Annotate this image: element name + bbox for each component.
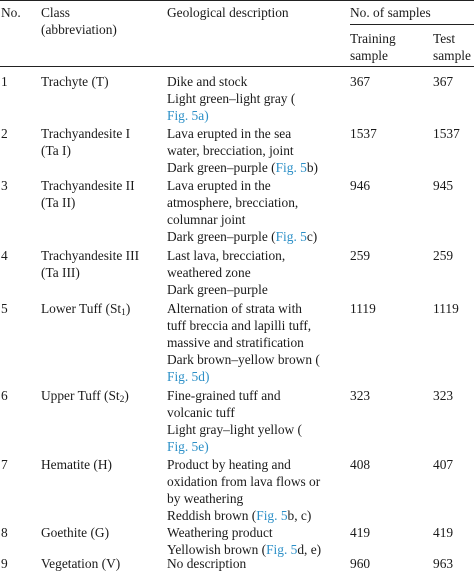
row-test: 259: [433, 248, 454, 263]
figure-link[interactable]: Fig. 5: [275, 160, 307, 175]
row-training: 1537: [350, 126, 377, 141]
row-class-subscript: 2: [119, 395, 125, 405]
row-training: 1119: [350, 301, 376, 316]
header-class-line2: (abbreviation): [41, 22, 117, 37]
samples-subheader-rule: [350, 24, 474, 25]
row-class: [41, 177, 135, 211]
row-desc-line: Yellowish brown (Fig. 5d, e): [167, 542, 322, 557]
row-desc-line: Weathering product: [167, 525, 273, 540]
row-class-text: ): [125, 301, 131, 316]
row-training: 259: [350, 248, 371, 263]
row-desc-line: water, brecciation, joint: [167, 143, 294, 158]
row-class-line: (Ta II): [41, 195, 76, 210]
row-description: [167, 300, 320, 385]
figure-link[interactable]: Fig. 5: [266, 542, 298, 557]
row-desc-line: oxidation from lava flows or: [167, 474, 321, 489]
row-class-line: Trachyte (T): [41, 74, 109, 89]
header-samples: No. of samples: [350, 5, 431, 20]
row-class-subscript: 1: [121, 308, 126, 318]
row-class-line: Hematite (H): [41, 457, 113, 472]
row-desc-line: volcanic tuff: [167, 405, 235, 420]
row-desc-line: Dark green–purple (Fig. 5b): [167, 160, 318, 175]
row-test: 323: [433, 388, 454, 403]
row-description: [167, 456, 320, 524]
row-class: [41, 247, 139, 281]
row-no: 1: [1, 74, 8, 89]
row-class: [41, 524, 109, 541]
row-training: 960: [350, 556, 371, 571]
row-desc-line: Dike and stock: [167, 74, 248, 89]
row-description: [167, 387, 302, 455]
row-desc-line: Product by heating and: [167, 457, 291, 472]
row-class-line: (Ta I): [41, 143, 71, 158]
row-no: 9: [1, 556, 8, 571]
row-desc-line: Dark green–purple (Fig. 5c): [167, 229, 318, 244]
row-desc-line: weathered zone: [167, 265, 251, 280]
row-no: 5: [1, 301, 8, 316]
row-no: 8: [1, 525, 8, 540]
row-desc-line: by weathering: [167, 491, 244, 506]
row-no: 7: [1, 457, 8, 472]
row-desc-line: massive and stratification: [167, 335, 304, 350]
row-desc-line: Reddish brown (Fig. 5b, c): [167, 508, 312, 523]
row-desc-line: Light gray–light yellow (: [167, 422, 302, 437]
row-desc-line: Alternation of strata with: [167, 301, 302, 316]
row-desc-line: Dark brown–yellow brown (: [167, 352, 320, 367]
header-test: [433, 30, 471, 64]
table-top-rule: [0, 0, 474, 1]
header-bottom-rule: [0, 66, 474, 67]
row-class: [41, 387, 129, 404]
row-desc-line: Dark green–purple: [167, 282, 268, 297]
figure-link[interactable]: Fig. 5e): [167, 439, 209, 454]
row-no: 4: [1, 248, 8, 263]
row-class-line: (Ta III): [41, 265, 80, 280]
row-class-text: Lower Tuff (St: [41, 301, 122, 316]
figure-link[interactable]: Fig. 5: [275, 229, 307, 244]
row-desc-line: Lava erupted in the: [167, 178, 271, 193]
row-class-text: ): [124, 388, 129, 403]
row-class: [41, 456, 112, 473]
row-description: [167, 555, 246, 572]
header-training-line1: Training: [350, 31, 396, 46]
row-description: [167, 125, 318, 176]
header-test-line2: sample: [433, 48, 471, 63]
row-class: [41, 300, 130, 317]
row-class-line: Goethite (G): [41, 525, 110, 540]
row-no: 2: [1, 126, 8, 141]
row-no: 3: [1, 178, 8, 193]
header-test-line1: Test: [433, 31, 456, 46]
figure-link[interactable]: Fig. 5: [256, 508, 288, 523]
header-class: [41, 4, 117, 38]
row-test: 1537: [433, 126, 460, 141]
row-description: [167, 524, 321, 558]
row-desc-line: No description: [167, 556, 247, 571]
row-class-line: Vegetation (V): [41, 556, 121, 571]
header-training: [350, 30, 396, 64]
figure-link[interactable]: Fig. 5d): [167, 369, 210, 384]
row-desc-line: atmosphere, brecciation,: [167, 195, 299, 210]
row-test: 963: [433, 556, 454, 571]
row-test: 945: [433, 178, 454, 193]
row-class: [41, 555, 120, 572]
row-training: 367: [350, 74, 371, 89]
row-description: [167, 247, 285, 298]
header-description: Geological description: [167, 5, 289, 20]
header-no: No.: [1, 5, 21, 20]
row-training: 419: [350, 525, 371, 540]
row-description: [167, 73, 295, 124]
row-class: [41, 125, 130, 159]
row-desc-line: Last lava, brecciation,: [167, 248, 286, 263]
row-class: [41, 73, 109, 90]
row-desc-line: Light green–light gray (: [167, 91, 296, 106]
figure-link[interactable]: Fig. 5a): [167, 108, 209, 123]
header-class-line1: Class: [41, 5, 71, 20]
row-test: 1119: [433, 301, 459, 316]
row-desc-line: tuff breccia and lapilli tuff,: [167, 318, 312, 333]
row-description: [167, 177, 317, 245]
row-training: 323: [350, 388, 371, 403]
row-desc-line: Lava erupted in the sea: [167, 126, 292, 141]
header-training-line2: sample: [350, 48, 388, 63]
row-test: 407: [433, 457, 454, 472]
row-class-line: Trachyandesite I: [41, 126, 131, 141]
row-class-text: Upper Tuff (St: [41, 388, 120, 403]
row-class-line: Trachyandesite II: [41, 178, 135, 193]
row-class-line: Trachyandesite III: [41, 248, 140, 263]
row-test: 419: [433, 525, 454, 540]
row-no: 6: [1, 388, 8, 403]
row-desc-line: columnar joint: [167, 212, 246, 227]
row-training: 408: [350, 457, 371, 472]
row-test: 367: [433, 74, 454, 89]
row-training: 946: [350, 178, 371, 193]
row-desc-line: Fine-grained tuff and: [167, 388, 281, 403]
